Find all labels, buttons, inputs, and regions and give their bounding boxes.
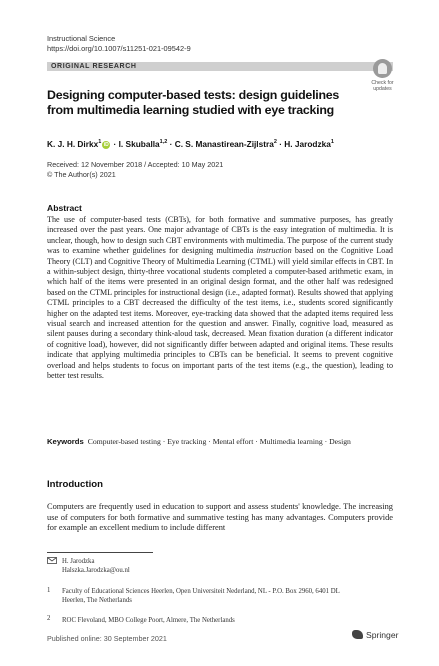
doi-link[interactable]: https://doi.org/10.1007/s11251-021-09542-9 (47, 44, 191, 53)
keywords-list: Computer-based testing · Eye tracking · Mental effort · Multimedia learning · Design (87, 437, 351, 446)
author-separator: · (276, 138, 285, 149)
author-name[interactable]: K. J. H. Dirkx (47, 138, 99, 149)
affiliation-1: Faculty of Educational Sciences Heerlen, Open Universiteit Nederland, NL - P.O. Box 2960, 6401 DL Heerlen, The Netherlands (62, 588, 340, 604)
copyright-notice: © The Author(s) 2021 (47, 170, 116, 179)
author-list (47, 137, 334, 150)
affiliation-number: 1 (47, 587, 51, 594)
envelope-icon (47, 557, 57, 566)
springer-horse-icon (352, 630, 363, 639)
journal-header (47, 34, 191, 54)
author-separator: · (167, 138, 175, 149)
author-affiliation-mark: 1 (98, 139, 102, 145)
author-separator: · (111, 138, 119, 149)
abstract-heading: Abstract (47, 203, 82, 213)
introduction-heading: Introduction (47, 479, 103, 490)
corresponding-author-name: H. Jarodzka (62, 558, 95, 565)
footnote-divider (47, 552, 153, 553)
publisher-name: Springer (366, 630, 399, 640)
author-name[interactable]: H. Jarodzka (284, 138, 331, 149)
published-online-date: Published online: 30 September 2021 (47, 634, 167, 643)
article-type-label: ORIGINAL RESEARCH (51, 63, 137, 70)
author-name[interactable]: I. Skuballa (118, 138, 160, 149)
author-affiliation-mark: 2 (273, 139, 277, 145)
orcid-icon[interactable]: iD (103, 141, 109, 148)
author-affiliation-mark: 1,2 (159, 139, 168, 145)
author-affiliation-mark: 1 (330, 139, 334, 145)
journal-name: Instructional Science (47, 34, 116, 43)
introduction-text: Computers are frequently used in education to support and assess students' knowledge. The increasing use of computers for both formative and summative testing has many advantages. Computers provide for example an excellent medium to include different (47, 502, 393, 533)
author-name[interactable]: C. S. Manastirean-Zijlstra (174, 138, 274, 149)
abstract-text: The use of computer-based tests (CBTs), for both formative and summative purposes, has greatly increased over the past years. One major advantage of CBTs is the easy integration of multimedia. It is unclear, though, how to design such CBT environments with multimedia. The purpose of the current study was to examine whether guidelines for designing multimedia instruction based on the Cognitive Load Theory (CLT) and Cognitive Theory of Multimedia Learning (CTML) will yield similar effects in CBT. In a within-subject design, thirty-three vocational students completed a computer-based arithmetic exam, in which half of the items were presented in an original design format, and the other half was redesigned based on the CTML principles for instructional design (i.e., adapted format). Results showed that applying CTML principles to a CBT decreased the difficulty of the test items, i.e., students scored significantly higher on the adapted test items. Moreover, eye-tracking data showed that the adapted items required less visual search and increased attention for the question and answer. Finally, cognitive load, measured as silent pauses during a secondary think-aloud task, decreased. Mean fixation duration (a different indicator of cognitive load), however, did not significantly differ between adapted and original items. These results indicate that applying multimedia principles to CBTs can be beneficial. It seems to prevent cognitive overload and helps students to focus on important parts of the test items (e.g., the question), leading to better test results. (47, 215, 393, 381)
keywords (47, 437, 393, 448)
check-for-updates-icon (373, 59, 392, 78)
corresponding-author-email[interactable]: Halszka.Jarodzka@ou.nl (62, 566, 130, 574)
article-title: Designing computer-based tests: design guidelines from multimedia learning studied with eye tracking (47, 88, 340, 117)
corresponding-author (62, 558, 130, 575)
publisher-logo (352, 630, 398, 640)
received-accepted-dates: Received: 12 November 2018 / Accepted: 10 May 2021 (47, 160, 224, 169)
article-dates (47, 160, 223, 180)
keywords-label: Keywords (47, 437, 84, 446)
affiliation-number: 2 (47, 615, 51, 622)
article-type-bar (47, 62, 393, 71)
abstract-emphasis: instruction (256, 246, 292, 256)
badge-text: Check for updates (371, 80, 394, 92)
check-for-updates-badge[interactable] (367, 58, 398, 96)
affiliation-2: ROC Flevoland, MBO College Poort, Almere, The Netherlands (62, 617, 235, 624)
